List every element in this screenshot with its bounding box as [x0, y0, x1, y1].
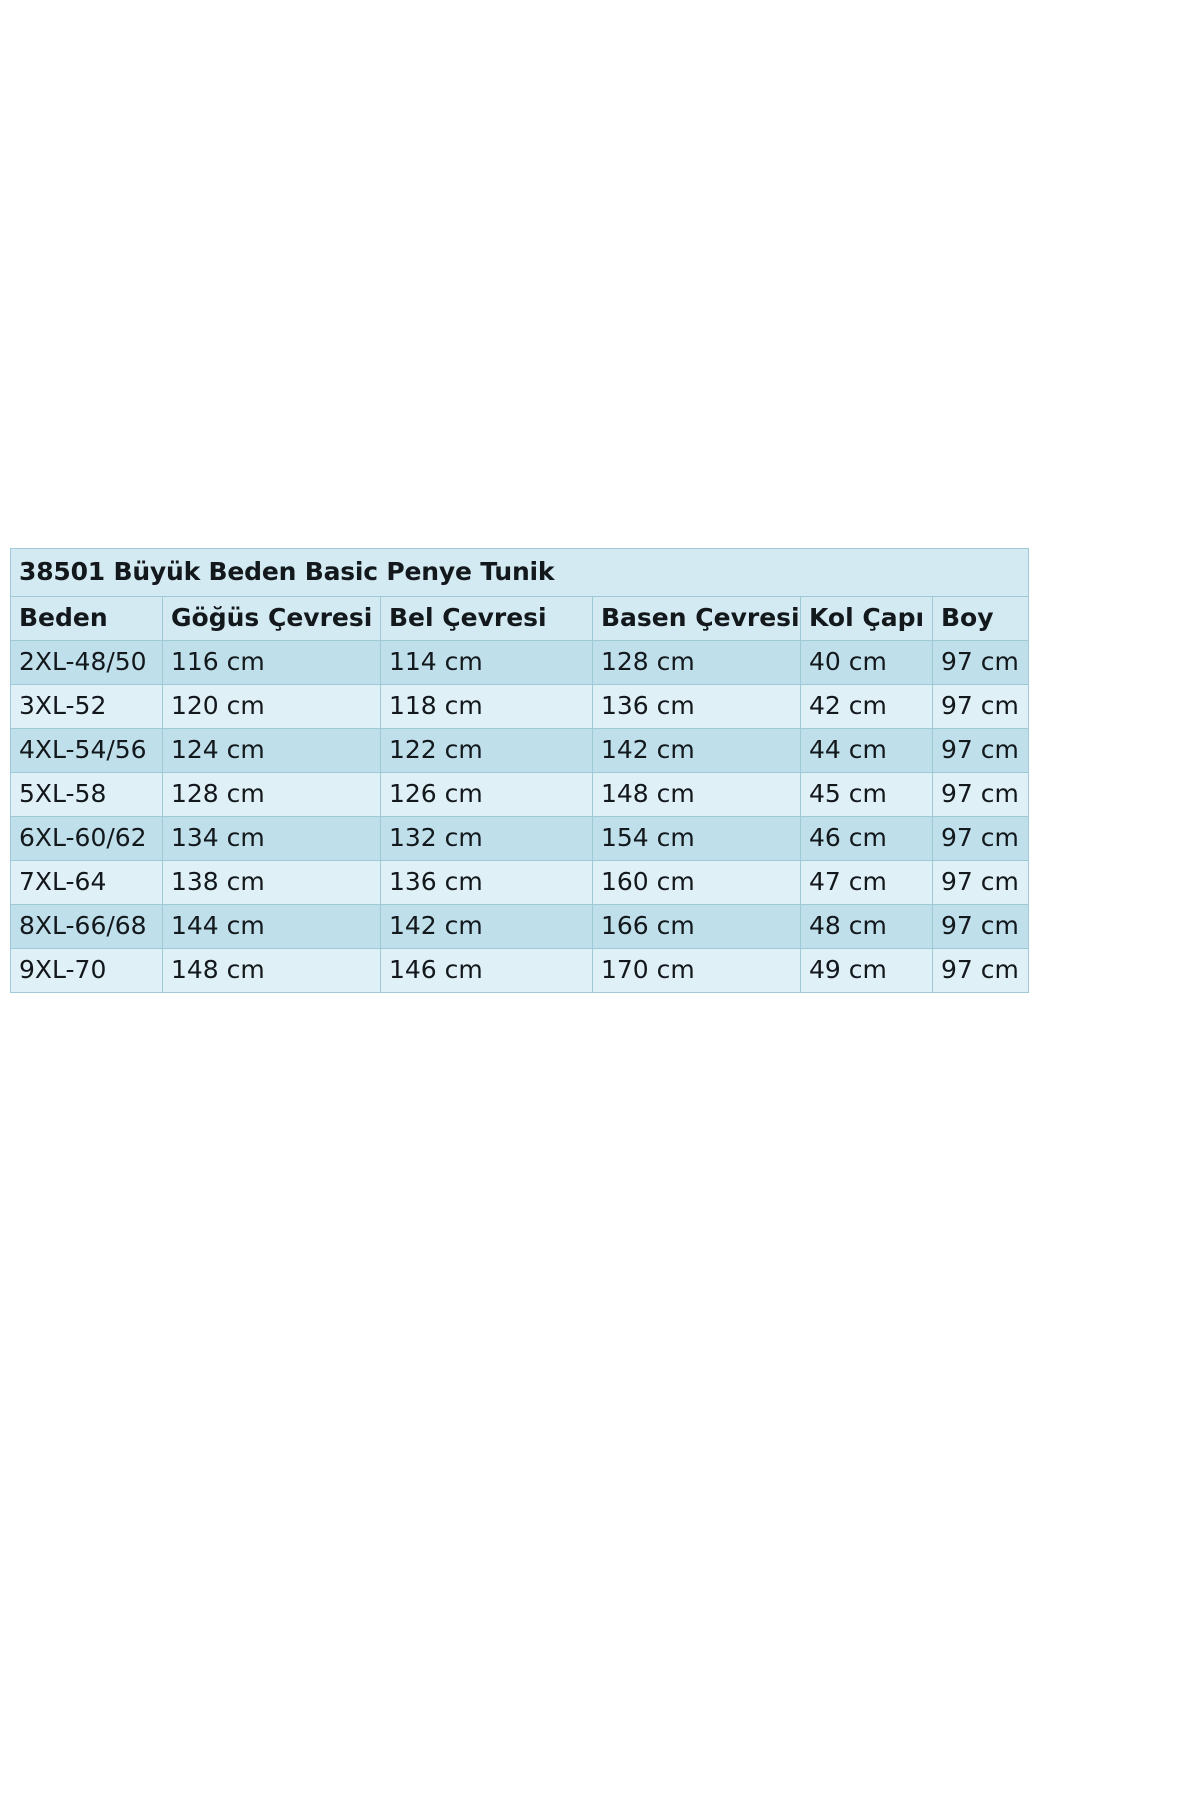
size-chart-container [10, 548, 1028, 993]
cell-hip: 166 cm [593, 905, 801, 949]
cell-size: 5XL-58 [11, 773, 163, 817]
cell-chest: 116 cm [163, 641, 381, 685]
table-row [11, 685, 1029, 729]
table-row [11, 817, 1029, 861]
cell-sleeve: 47 cm [801, 861, 933, 905]
cell-hip: 154 cm [593, 817, 801, 861]
table-row [11, 641, 1029, 685]
cell-chest: 144 cm [163, 905, 381, 949]
cell-size: 8XL-66/68 [11, 905, 163, 949]
cell-length: 97 cm [933, 905, 1029, 949]
size-chart-title: 38501 Büyük Beden Basic Penye Tunik [10, 548, 1029, 596]
cell-chest: 124 cm [163, 729, 381, 773]
cell-length: 97 cm [933, 641, 1029, 685]
cell-hip: 142 cm [593, 729, 801, 773]
cell-length: 97 cm [933, 949, 1029, 993]
cell-length: 97 cm [933, 729, 1029, 773]
column-header-kol-capi: Kol Çapı [801, 597, 933, 641]
table-row [11, 905, 1029, 949]
cell-chest: 128 cm [163, 773, 381, 817]
cell-length: 97 cm [933, 817, 1029, 861]
cell-sleeve: 44 cm [801, 729, 933, 773]
table-row [11, 773, 1029, 817]
cell-waist: 136 cm [381, 861, 593, 905]
cell-chest: 148 cm [163, 949, 381, 993]
cell-waist: 132 cm [381, 817, 593, 861]
cell-size: 9XL-70 [11, 949, 163, 993]
cell-waist: 114 cm [381, 641, 593, 685]
cell-chest: 134 cm [163, 817, 381, 861]
cell-size: 6XL-60/62 [11, 817, 163, 861]
cell-hip: 148 cm [593, 773, 801, 817]
table-header-row [11, 597, 1029, 641]
column-header-gogus-cevresi: Göğüs Çevresi [163, 597, 381, 641]
cell-size: 7XL-64 [11, 861, 163, 905]
table-row [11, 949, 1029, 993]
cell-hip: 160 cm [593, 861, 801, 905]
cell-waist: 122 cm [381, 729, 593, 773]
column-header-beden: Beden [11, 597, 163, 641]
cell-chest: 120 cm [163, 685, 381, 729]
size-chart-table [10, 548, 1029, 993]
cell-chest: 138 cm [163, 861, 381, 905]
table-header [11, 597, 1029, 641]
cell-hip: 128 cm [593, 641, 801, 685]
table-row [11, 861, 1029, 905]
cell-sleeve: 49 cm [801, 949, 933, 993]
cell-waist: 146 cm [381, 949, 593, 993]
cell-sleeve: 48 cm [801, 905, 933, 949]
column-header-basen-cevresi: Basen Çevresi [593, 597, 801, 641]
cell-length: 97 cm [933, 773, 1029, 817]
cell-sleeve: 42 cm [801, 685, 933, 729]
cell-sleeve: 46 cm [801, 817, 933, 861]
cell-length: 97 cm [933, 685, 1029, 729]
cell-sleeve: 40 cm [801, 641, 933, 685]
table-row [11, 729, 1029, 773]
cell-size: 3XL-52 [11, 685, 163, 729]
cell-length: 97 cm [933, 861, 1029, 905]
column-header-bel-cevresi: Bel Çevresi [381, 597, 593, 641]
cell-hip: 170 cm [593, 949, 801, 993]
cell-waist: 126 cm [381, 773, 593, 817]
column-header-boy: Boy [933, 597, 1029, 641]
cell-size: 4XL-54/56 [11, 729, 163, 773]
cell-waist: 118 cm [381, 685, 593, 729]
cell-sleeve: 45 cm [801, 773, 933, 817]
cell-hip: 136 cm [593, 685, 801, 729]
table-body [11, 641, 1029, 993]
cell-waist: 142 cm [381, 905, 593, 949]
cell-size: 2XL-48/50 [11, 641, 163, 685]
